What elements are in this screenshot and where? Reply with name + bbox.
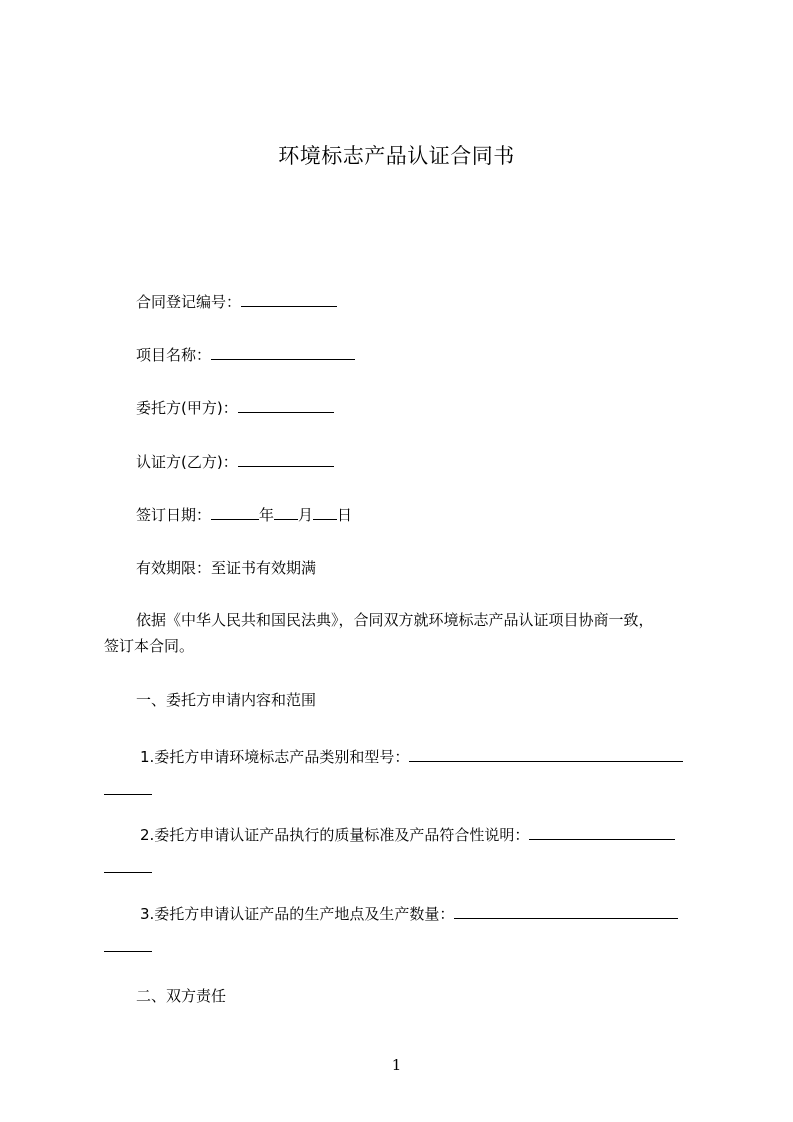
section-1-item-2 bbox=[104, 823, 704, 879]
item-2-label: 2.委托方申请认证产品执行的质量标准及产品符合性说明： bbox=[140, 826, 530, 844]
section-1-item-1 bbox=[104, 745, 704, 801]
intro-line-2: 签订本合同。 bbox=[104, 637, 195, 655]
client-blank[interactable] bbox=[238, 396, 334, 413]
project-name-field bbox=[136, 343, 355, 366]
item-1-blank-continued[interactable] bbox=[104, 778, 152, 795]
sign-year-blank[interactable] bbox=[211, 503, 259, 520]
section-1-heading: 一、委托方申请内容和范围 bbox=[136, 691, 317, 709]
intro-paragraph bbox=[104, 607, 704, 659]
registration-no-label: 合同登记编号： bbox=[136, 293, 242, 311]
page-number: 1 bbox=[391, 1056, 402, 1074]
registration-no-blank[interactable] bbox=[241, 290, 337, 307]
certifier-field bbox=[136, 450, 334, 473]
item-2-blank-continued[interactable] bbox=[104, 856, 152, 873]
item-3-blank-continued[interactable] bbox=[104, 935, 152, 952]
sign-date-field bbox=[136, 503, 352, 526]
document-title: 环境标志产品认证合同书 bbox=[278, 144, 515, 168]
intro-line-1: 依据《中华人民共和国民法典》，合同双方就环境标志产品认证项目协商一致， bbox=[136, 611, 654, 629]
sign-day-blank[interactable] bbox=[313, 503, 337, 520]
item-3-blank[interactable] bbox=[454, 902, 678, 919]
certifier-label: 认证方(乙方)： bbox=[136, 453, 238, 471]
item-3-label: 3.委托方申请认证产品的生产地点及生产数量： bbox=[140, 905, 455, 923]
section-1-item-3 bbox=[104, 902, 704, 958]
certifier-blank[interactable] bbox=[238, 450, 334, 467]
month-label: 月 bbox=[298, 506, 314, 524]
item-2-blank[interactable] bbox=[529, 823, 675, 840]
project-name-label: 项目名称： bbox=[136, 346, 212, 364]
validity-field bbox=[136, 557, 316, 579]
project-name-blank[interactable] bbox=[211, 343, 355, 360]
validity-value: 至证书有效期满 bbox=[211, 559, 317, 577]
client-label: 委托方(甲方)： bbox=[136, 399, 238, 417]
client-field bbox=[136, 396, 334, 419]
sign-date-label: 签订日期： bbox=[136, 506, 212, 524]
validity-label: 有效期限： bbox=[136, 559, 212, 577]
day-label: 日 bbox=[337, 506, 353, 524]
sign-month-blank[interactable] bbox=[274, 503, 298, 520]
item-1-blank[interactable] bbox=[409, 745, 683, 762]
item-1-label: 1.委托方申请环境标志产品类别和型号： bbox=[140, 748, 410, 766]
registration-no-field bbox=[136, 290, 337, 313]
section-2-heading: 二、双方责任 bbox=[136, 987, 227, 1005]
year-label: 年 bbox=[259, 506, 275, 524]
